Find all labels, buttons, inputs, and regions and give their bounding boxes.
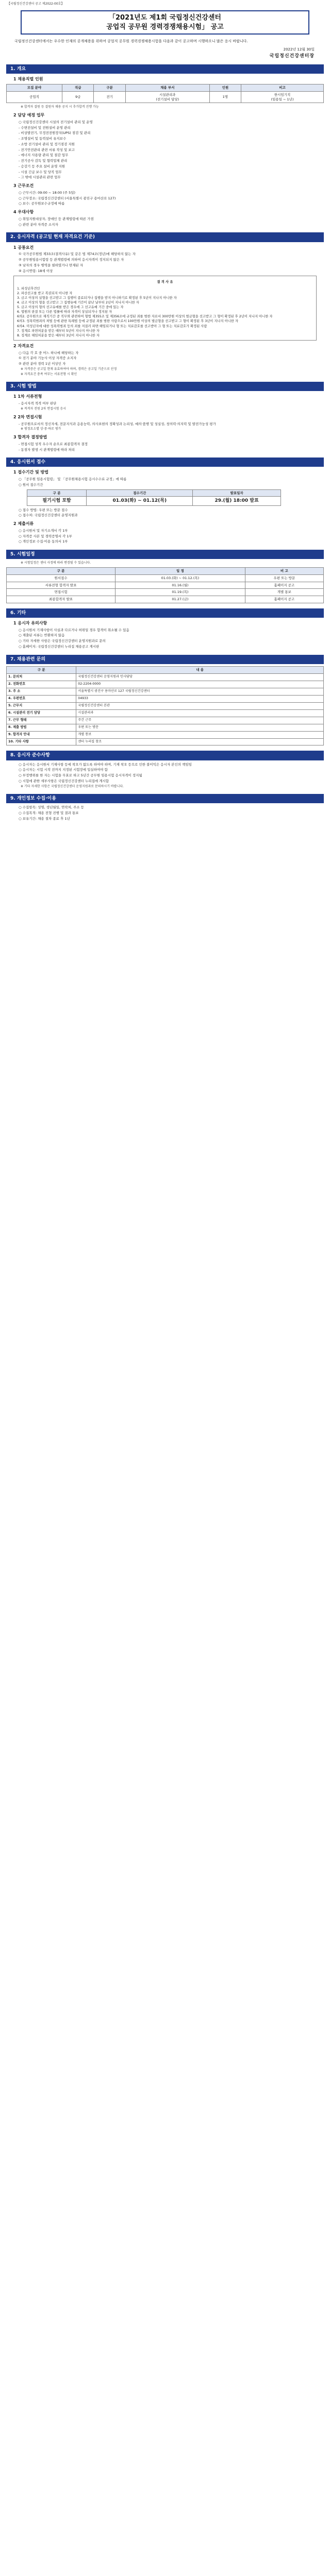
list-item: ② 공무원임용시험령 등 관계법령에 의하여 응시자격이 정지되지 않은 자 — [19, 258, 124, 262]
table-cell: 4. 우편번호 — [7, 695, 76, 702]
title-line-1: 「2021년도 제1회 국립정신건강센터 — [109, 14, 221, 22]
section-2-header: 2. 응시자격 (공고일 현재 자격요건 기준) — [6, 232, 324, 242]
list-item: - 응시자격 적격 여부 판단 — [19, 401, 57, 406]
table-row — [7, 695, 324, 702]
disqualification-box — [13, 276, 317, 341]
schedule-note: ※ 시험일정은 센터 사정에 따라 변경될 수 있습니다. — [21, 561, 91, 565]
document-title — [21, 10, 309, 35]
table-cell: 우편 또는 방문 — [76, 724, 324, 731]
list-item: ○ 자격증 사본 및 경력증명서 각 1부 — [19, 534, 72, 538]
table-cell: 국립정신건강센터 운영지원과 인사담당 — [76, 673, 324, 681]
table-cell: 면접시험 — [7, 589, 116, 596]
sec2-sub-req: 2 자격요건 — [13, 343, 34, 348]
table-cell: 10. 기타 사항 — [7, 738, 76, 745]
table-cell: 01.03.(화) ~ 01.12.(목) — [116, 574, 245, 582]
list-item: - 조명설비 및 동력설비 유지보수 — [19, 137, 67, 141]
table-cell: 개별 통보 — [245, 589, 323, 596]
period-announce: 29.(월) 18:00 발표 — [214, 498, 259, 504]
table-header: 모집 분야 — [7, 84, 62, 92]
list-item: ○ 제출된 서류는 반환하지 않음 — [19, 633, 65, 638]
table-cell: 8. 제출 방법 — [7, 724, 76, 731]
table-note: ※ 합격자 결원 등 결원자 채용 공지 시 추가합격 진행 가능 — [21, 105, 99, 109]
sec1-sub-recruitment: 1 채용직렬 인원 — [13, 77, 43, 82]
list-item: - 전기공사 감독 및 협력업체 관리 — [19, 159, 68, 163]
table-cell: 5. 근무지 — [7, 702, 76, 709]
table-row — [7, 709, 324, 717]
table-row — [7, 589, 324, 596]
table-row — [7, 574, 324, 582]
sec6-sub-1: 1 응시자 유의사항 — [13, 620, 47, 625]
table-header: 구 분 — [7, 567, 116, 574]
note: ※ 자격증은 공고일 현재 유효하여야 하며, 경력은 공고일 기준으로 산정 — [21, 367, 117, 371]
list-item: ○ 응시원서 및 자기소개서 각 1부 — [19, 528, 68, 533]
table-header: 발표일자 — [193, 489, 280, 497]
table-header: 비 고 — [245, 567, 323, 574]
table-cell: 01.19.(목) — [116, 589, 245, 596]
table-cell: 04933 — [76, 695, 324, 702]
list-item: ○ 원서 접수기간 — [19, 482, 43, 487]
box-line: 1. 피성년후견인 — [17, 286, 40, 291]
list-item: ④ 응시연령: 18세 이상 — [19, 268, 53, 273]
table-cell: 공업직 — [7, 91, 62, 103]
table-cell: 시설관리과 (전기설비 담당) — [125, 91, 209, 103]
contact-table — [6, 666, 324, 746]
table-cell: 1명 — [209, 91, 241, 103]
note: ※ 적격자 전원 2차 면접시험 응시 — [21, 407, 66, 411]
list-item: ○ 다음 각 호 중 어느 하나에 해당하는 자 — [19, 350, 79, 355]
table-cell — [193, 497, 280, 505]
list-item: - 면접시험 성적 우수자 순으로 최종합격자 결정 — [19, 442, 88, 446]
footer-note: ※ 기타 자세한 사항은 국립정신건강센터 운영지원과로 문의하시기 바랍니다. — [21, 784, 124, 788]
sec4-sub-2: 2 제출서류 — [13, 521, 34, 527]
box-line: 6의2. 공무원으로 재직기간 중 직무와 관련하여 형법 제355조 및 제356조에 규정된 죄를 범한 자로서 300만원 이상의 벌금형을 선고받고 그 형이 확정된 후 2년이 지나지 아니한 자 — [17, 315, 273, 319]
list-item: ○ 관련 분야 자격증 소지자 — [19, 222, 58, 227]
sec2-sub-common: 1 공통요건 — [13, 245, 34, 250]
list-item: ○ 응시원서 기재사항이 사실과 다르거나 허위일 경우 합격이 취소될 수 있음 — [19, 628, 129, 632]
list-item: ○ 접수 방법: 우편 또는 방문 접수 — [19, 507, 68, 512]
table-cell: 01.27.(금) — [116, 596, 245, 603]
table-row — [7, 681, 324, 688]
table-cell: 국립정신건강센터 본관 — [76, 702, 324, 709]
section-4-header: 4. 응시원서 접수 — [6, 457, 324, 467]
list-item: ○ 기타 자세한 사항은 국립정신건강센터 운영지원과로 문의 — [19, 639, 106, 643]
sec1-sub-prefs: 4 우대사항 — [13, 210, 34, 215]
table-row — [7, 688, 324, 695]
table-cell: 시설관리과 — [76, 709, 324, 717]
list-item: ① 국가공무원법 제33조(결격사유) 및 같은 법 제74조(정년)에 해당하지 않는 자 — [19, 252, 136, 257]
list-item: - 공무원으로서의 정신자세, 전문지식과 응용능력, 의사표현의 정확성과 논리성, 예의·품행 및 성실성, 창의력·의지력 및 발전가능성 평가 — [19, 421, 216, 426]
box-line: 8. 징계로 해임처분을 받은 때부터 3년이 지나지 아니한 자 — [17, 333, 100, 337]
table-cell: 홈페이지 공고 — [245, 596, 323, 603]
section-8-header: 8. 응시자 준수사항 — [6, 751, 324, 760]
table-cell: 최종합격자 발표 — [7, 596, 116, 603]
list-item: ○ 홈페이지: 국립정신건강센터 누리집 채용공고 게시판 — [19, 644, 100, 649]
table-cell: 7. 근무 형태 — [7, 717, 76, 724]
box-line: 6의4. 미성년자에 대한 성폭력범죄 등의 죄를 저질러 파면·해임되거나 형 또는 치료감호를 선고받아 그 형 또는 치료감호가 확정된 사람 — [17, 324, 207, 328]
top-note: 【국립정신건강센터 공고 제2022-00호】 — [7, 2, 64, 6]
list-item: ○ 국립정신건강센터 시설의 전기설비 관리 및 운영 — [19, 120, 93, 124]
list-item: ○ 취업지원대상자, 장애인 등 관계법령에 따른 가점 — [19, 216, 94, 221]
box-line: 6. 법원의 판결 또는 다른 법률에 따라 자격이 상실되거나 정지된 자 — [17, 310, 112, 314]
section-9-header: 9. 개인정보 수집·이용 — [6, 794, 324, 803]
section-1-header: 1. 개요 — [6, 64, 324, 74]
table-row — [7, 702, 324, 709]
box-line: 2. 파산선고를 받고 복권되지 아니한 자 — [17, 291, 73, 295]
duties-list — [6, 120, 324, 180]
list-item: ② 관련 분야 경력 1년 이상인 자 — [19, 362, 66, 366]
sec4-sub-1: 1 접수기간 및 방법 — [13, 470, 49, 475]
sec1-sub-duties: 2 담당 예정 업무 — [13, 113, 45, 118]
table-header: 직급 — [62, 84, 94, 92]
list-item: ○ 근무장소: 국립정신건강센터 (서울특별시 광진구 용마산로 127) — [19, 196, 116, 200]
schedule-table — [6, 567, 324, 603]
table-cell: 3. 주 소 — [7, 688, 76, 695]
table-cell: 전기 — [94, 91, 125, 103]
sec3-sub-3: 3 합격자 결정방법 — [13, 434, 47, 439]
list-item: ○ 응시자는 응시원서 기재사항 등에 착오가 없도록 하여야 하며, 기재 착오 등으로 인한 불이익은 응시자 본인의 책임임 — [19, 762, 192, 767]
sec3-sub-2: 2 2차 면접시험 — [13, 414, 42, 419]
table-cell: 홈페이지 공고 — [245, 582, 323, 589]
issuing-organization: 국립정신건강센터장 — [269, 54, 315, 59]
announcement-date: 2022년 12월 30일 — [283, 47, 315, 52]
section-6-header: 6. 기타 — [6, 608, 324, 618]
box-line: 7. 징계로 파면처분을 받은 때부터 5년이 지나지 아니한 자 — [17, 329, 100, 333]
period-type: 필기시험 포함 — [42, 498, 71, 504]
table-cell: 9. 합격자 안내 — [7, 731, 76, 738]
box-line: 4. 금고 이상의 형을 선고받고 그 집행유예 기간이 끝난 날부터 2년이 지나지 아니한 자 — [17, 300, 139, 304]
list-item: ○ 응시자는 시험 시작 전까지 지정된 시험장에 입실하여야 함 — [19, 768, 108, 772]
table-cell: 센터 누리집 참조 — [76, 738, 324, 745]
table-row — [27, 497, 281, 505]
period-range: 01.03(화) ~ 01.12(목) — [112, 498, 167, 504]
list-item: ○ 접수처: 국립정신건강센터 운영지원과 — [19, 513, 78, 518]
table-row — [7, 717, 324, 724]
list-item: - 소방 전기설비 관리 및 정기점검 지원 — [19, 142, 75, 146]
list-item: ③ 남자의 경우 병역을 필하였거나 면제된 자 — [19, 263, 83, 267]
list-item: ○ 보유기간: 채용 절차 종료 후 1년 — [19, 816, 70, 821]
table-header: 내 용 — [76, 666, 324, 673]
list-item: - 동점자 발생 시 관계법령에 따라 처리 — [19, 447, 75, 452]
table-cell: 01.16.(월) — [116, 582, 245, 589]
note: ※ 자격요건 충족 여부는 서류전형 시 확인 — [21, 372, 77, 376]
table-cell — [87, 497, 193, 505]
title-line-2: 공업직 공무원 경력경쟁채용시험」 공고 — [106, 23, 224, 31]
list-item: ○ 개인정보 수집·이용 동의서 1부 — [19, 539, 68, 544]
section-7-header: 7. 채용관련 문의 — [6, 655, 324, 664]
table-row — [7, 738, 324, 745]
list-item: ① 전기 분야 기능사 이상 자격증 소지자 — [19, 356, 77, 361]
table-cell — [27, 497, 87, 505]
table-header: 인원 — [209, 84, 241, 92]
table-row — [7, 724, 324, 731]
table-row — [7, 596, 324, 603]
table-cell: 주간 근무 — [76, 717, 324, 724]
table-row — [7, 91, 324, 103]
box-title: 결 격 사 유 — [157, 280, 173, 284]
box-line: 6의3. 성폭력범죄의 처벌 등에 관한 특례법 등에 규정된 죄를 범한 사람으로서 100만원 이상의 벌금형을 선고받고 그 형이 확정된 후 3년이 지나지 아니한 자 — [17, 319, 238, 324]
list-item: - 수변전설비 및 전원설비 운영 관리 — [19, 125, 71, 130]
table-cell: 원서접수 — [7, 574, 116, 582]
list-item: ○ 보수: 공무원보수규정에 따름 — [19, 201, 65, 206]
table-cell: 2. 전화번호 — [7, 681, 76, 688]
table-cell: 1. 문의처 — [7, 673, 76, 681]
box-line: 3. 금고 이상의 실형을 선고받고 그 집행이 종료되거나 집행을 받지 아니하기로 확정된 후 5년이 지나지 아니한 자 — [17, 296, 177, 300]
table-cell: 6. 시설관리 전기 담당 — [7, 709, 76, 717]
box-line: 5. 금고 이상의 형의 선고유예를 받은 경우에 그 선고유예 기간 중에 있는 자 — [17, 306, 124, 310]
list-item: - 전기안전관리 관련 서류 작성 및 보고 — [19, 147, 75, 152]
list-item: - 시설 긴급 보수 및 당직 업무 — [19, 170, 62, 174]
application-period-table — [27, 489, 281, 506]
table-header: 접수기간 — [87, 489, 193, 497]
table-cell: 서류전형 합격자 발표 — [7, 582, 116, 589]
sec1-sub-conditions: 3 근무조건 — [13, 183, 34, 189]
list-item: - 승강기 등 주요 설비 운영 지원 — [19, 164, 65, 168]
list-item: - 에너지 사용량 관리 및 절감 업무 — [19, 153, 69, 158]
table-row — [7, 731, 324, 738]
sec3-sub-1: 1 1차 서류전형 — [13, 394, 42, 399]
table-cell: 9급 — [62, 91, 94, 103]
table-cell: 개별 통보 — [76, 731, 324, 738]
table-cell: 한시임기직 (임용일 ~ 1년) — [241, 91, 324, 103]
section-3-header: 3. 시험 방법 — [6, 382, 324, 391]
recruitment-table — [6, 84, 324, 103]
list-item: ○ 수집항목: 성명, 생년월일, 연락처, 주소 등 — [19, 805, 84, 810]
list-item: - 그 밖에 시설관리 관련 업무 — [19, 175, 61, 180]
table-header: 비고 — [241, 84, 324, 92]
list-item: ○ 부정행위를 한 자는 시험을 무효로 하고 5년간 공무원 임용시험 응시자격이 정지됨 — [19, 773, 142, 778]
note: ※ 평정요소별 상·중·하로 평가 — [21, 427, 61, 431]
table-header: 구분 — [94, 84, 125, 92]
table-row — [7, 673, 324, 681]
table-cell: 02-2204-0000 — [76, 681, 324, 688]
intro-paragraph: 국립정신건강센터에서는 우수한 인재의 공개채용을 위하여 공업직 공무원 경력경쟁채용시험을 다음과 같이 공고하며 시행하오니 많은 응시 바랍니다. — [14, 39, 248, 44]
list-item: ○ 시험에 관한 세부사항은 국립정신건강센터 누리집에 게시함 — [19, 778, 109, 783]
table-cell: 서울특별시 광진구 용마산로 127 국립정신건강센터 — [76, 688, 324, 695]
table-header: 일 정 — [116, 567, 245, 574]
list-item: ○ 근무시간: 09:00 ~ 18:00 (주 5일) — [19, 190, 76, 195]
table-row — [7, 582, 324, 589]
table-header: 구 분 — [27, 489, 87, 497]
table-cell: 우편 또는 방문 — [245, 574, 323, 582]
table-header: 구 분 — [7, 666, 76, 673]
table-header: 채용 부서 — [125, 84, 209, 92]
list-item: - 비상발전기, 무정전전원장치(UPS) 점검 및 관리 — [19, 131, 91, 135]
section-5-header: 5. 시험일정 — [6, 550, 324, 559]
list-item: ○ 「공무원 임용시험령」 및 「공무원채용시험 응시수수료 규정」에 따름 — [19, 477, 127, 482]
list-item: ○ 수집목적: 채용 전형 진행 및 결과 통보 — [19, 811, 79, 816]
